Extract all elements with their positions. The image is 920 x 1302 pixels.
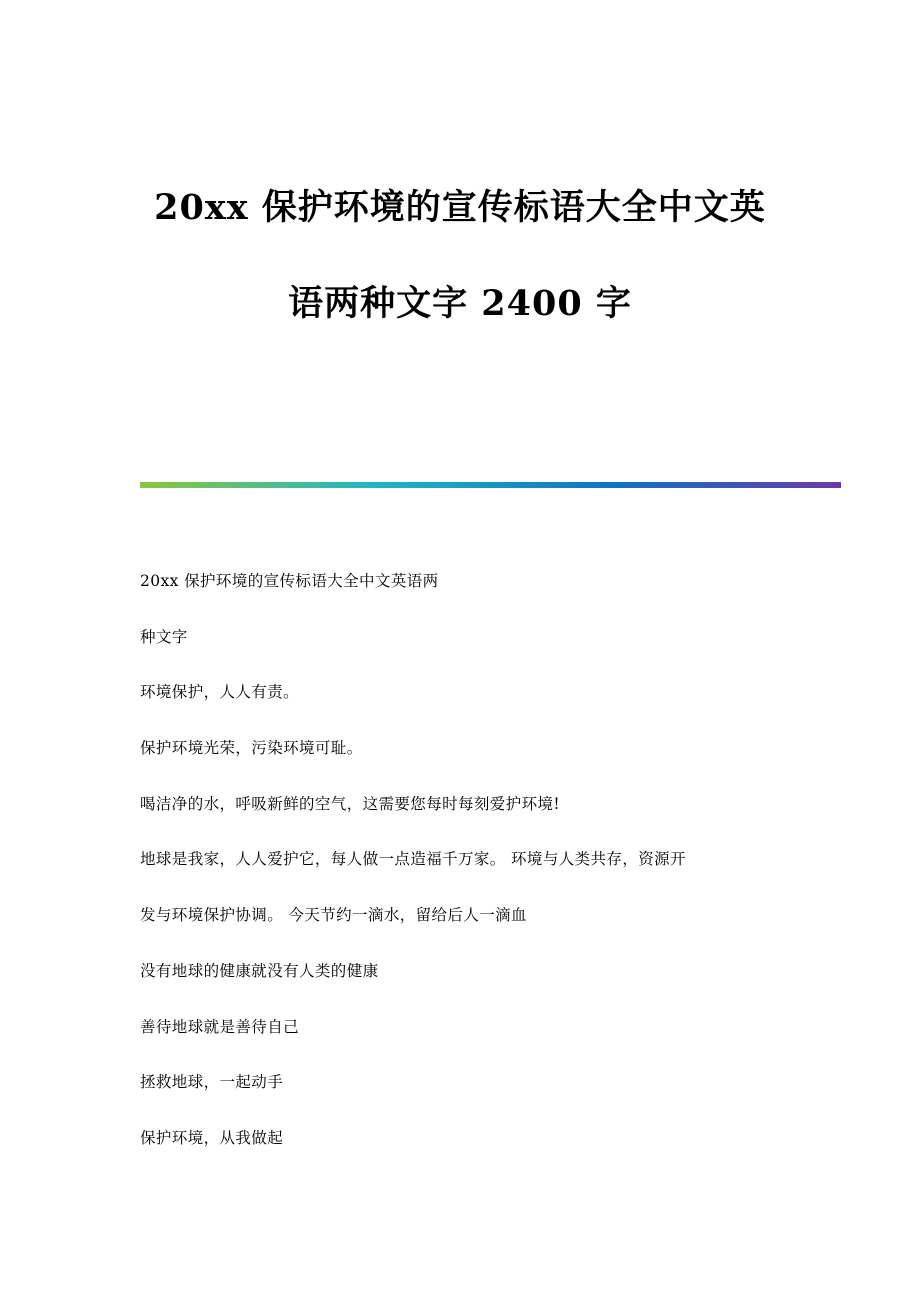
paragraph: 保护环境光荣，污染环境可耻。 (140, 739, 363, 758)
paragraph: 喝洁净的水，呼吸新鲜的空气，这需要您每时每刻爱护环境! (140, 794, 561, 813)
paragraph: 拯救地球，一起动手 (140, 1073, 284, 1092)
paragraph: 保护环境，从我做起 (140, 1128, 284, 1147)
paragraph: 没有地球的健康就没有人类的健康 (140, 961, 379, 980)
paragraph: 环境保护，人人有责。 (140, 683, 300, 702)
paragraph: 20xx 保护环境的宣传标语大全中文英语两 (140, 572, 439, 590)
paragraph: 种文字 (140, 627, 188, 646)
document-title (0, 185, 920, 327)
paragraph: 发与环境保护协调。 今天节约一滴水，留给后人一滴血 (140, 906, 527, 925)
paragraph: 地球是我家，人人爱护它，每人做一点造福千万家。 环境与人类共存，资源开 (140, 850, 686, 869)
paragraph: 善待地球就是善待自己 (140, 1017, 300, 1036)
title-line-1: 20xx 保护环境的宣传标语大全中文英 (154, 187, 766, 228)
gradient-divider (140, 482, 841, 488)
title-line-2: 语两种文字 2400 字 (288, 283, 632, 324)
document-body (140, 566, 820, 1179)
